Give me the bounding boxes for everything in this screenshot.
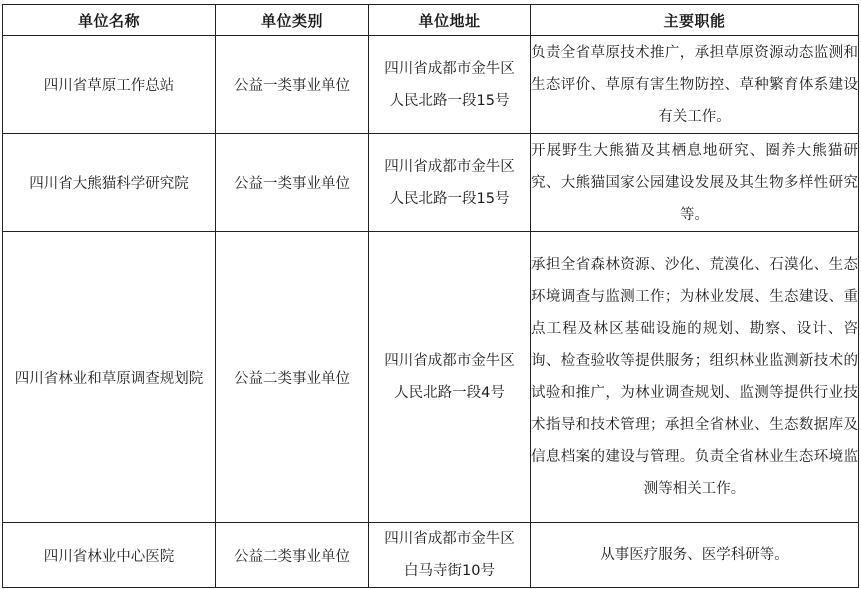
header-address: 单位地址 bbox=[369, 5, 531, 36]
unit-duties bbox=[531, 523, 859, 588]
address-line-2: 人民北路一段15号 bbox=[389, 92, 510, 109]
header-duties: 主要职能 bbox=[531, 5, 859, 36]
header-row bbox=[3, 5, 859, 36]
duties-text: 负责全省草原技术推广，承担草原资源动态监测和生态评价、草原有害生物防控、草种繁育体系建设有关工作。 bbox=[531, 44, 858, 125]
address-line-1: 四川省成都市金牛区 bbox=[384, 60, 515, 77]
address-line-1: 四川省成都市金牛区 bbox=[384, 353, 515, 369]
address-line-2: 白马寺街10号 bbox=[404, 563, 495, 579]
address-line-2: 人民北路一段15号 bbox=[389, 190, 510, 207]
table-row bbox=[3, 523, 859, 588]
unit-address bbox=[369, 232, 531, 523]
unit-type: 公益一类事业单位 bbox=[216, 36, 369, 134]
unit-name: 四川省草原工作总站 bbox=[3, 36, 216, 134]
unit-address bbox=[369, 523, 531, 588]
unit-address bbox=[369, 36, 531, 134]
unit-duties bbox=[531, 36, 859, 134]
address-line-1: 四川省成都市金牛区 bbox=[384, 531, 515, 547]
units-table bbox=[2, 4, 859, 588]
unit-type: 公益二类事业单位 bbox=[216, 523, 369, 588]
unit-name: 四川省林业中心医院 bbox=[3, 523, 216, 588]
table-row bbox=[3, 36, 859, 134]
duties-text: 开展野生大熊猫及其栖息地研究、圈养大熊猫研究、大熊猫国家公园建设发展及其生物多样性研究等。 bbox=[531, 142, 858, 223]
unit-type: 公益二类事业单位 bbox=[216, 232, 369, 523]
unit-duties bbox=[531, 134, 859, 232]
unit-address bbox=[369, 134, 531, 232]
address-line-2: 人民北路一段4号 bbox=[394, 385, 505, 401]
unit-name: 四川省林业和草原调查规划院 bbox=[3, 232, 216, 523]
unit-name: 四川省大熊猫科学研究院 bbox=[3, 134, 216, 232]
header-type: 单位类别 bbox=[216, 5, 369, 36]
unit-duties bbox=[531, 232, 859, 523]
header-name: 单位名称 bbox=[3, 5, 216, 36]
address-line-1: 四川省成都市金牛区 bbox=[384, 158, 515, 175]
table-row bbox=[3, 134, 859, 232]
duties-text: 从事医疗服务、医学科研等。 bbox=[600, 547, 789, 563]
duties-text: 承担全省森林资源、沙化、荒漠化、石漠化、生态环境调查与监测工作；为林业发展、生态建设、重点工程及林区基础设施的规划、勘察、设计、咨询、检查验收等提供服务；组织林业监测新技术的试验和推广，为林业调查规划、监测等提供行业技术指导和技术管理；承担全省林业、生态数据库及信息档案的建设与管理。负责全省林业生态环境监测等相关工作。 bbox=[531, 257, 858, 497]
unit-type: 公益一类事业单位 bbox=[216, 134, 369, 232]
table-row bbox=[3, 232, 859, 523]
